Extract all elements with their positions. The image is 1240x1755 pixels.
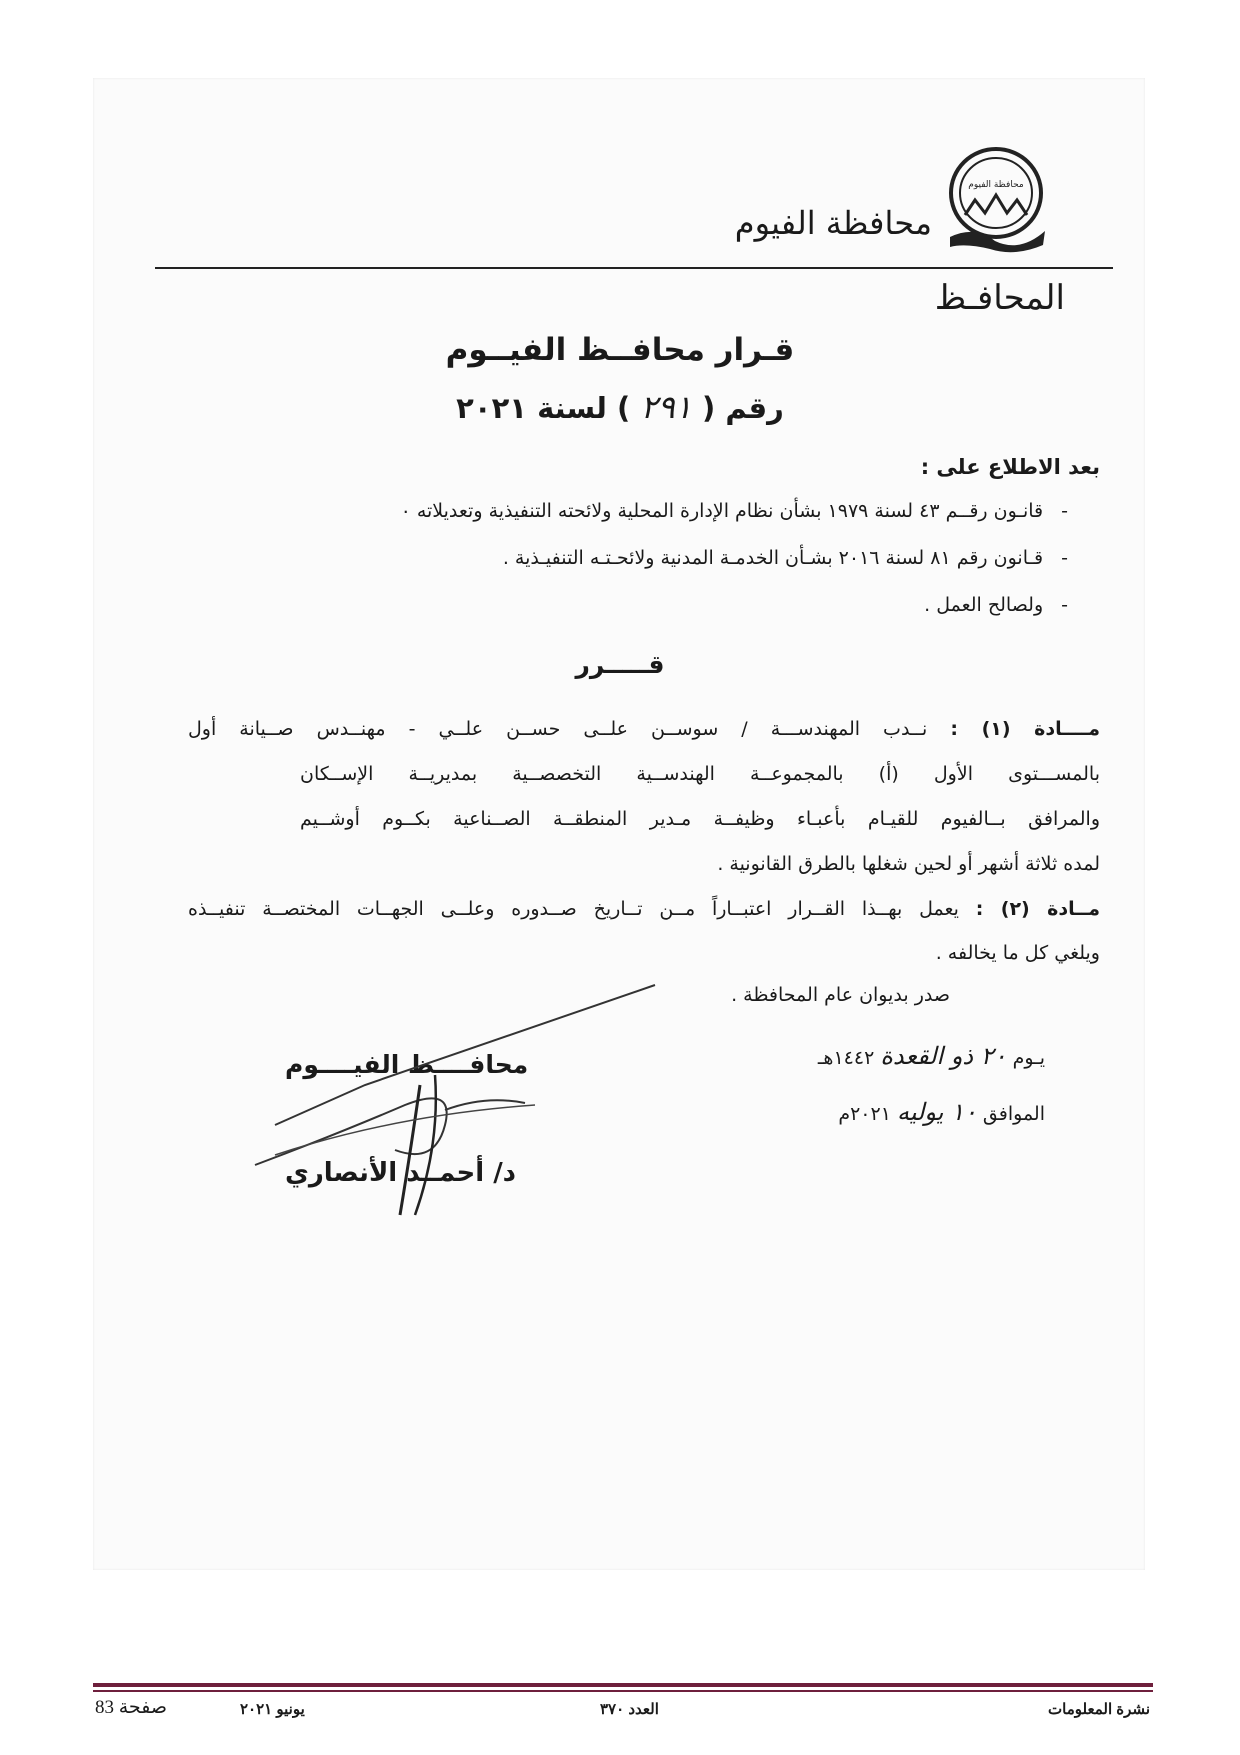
signature-title: محافــــظ الفيــــوم: [285, 1050, 529, 1079]
preamble-item: -قـانون رقم ٨١ لسنة ٢٠١٦ بشـأن الخدمـة المدنية ولائحـتـه التنفيـذية .: [502, 547, 1068, 569]
article-text: يعمل بهــذا القــرار اعتبــاراً مــن تــاريخ صــدوره وعلــى الجهــات المختصــة تنفيــذه: [188, 898, 959, 920]
article-1-line: [188, 718, 1100, 740]
decree-title: قـرار محافــظ الفيــوم: [445, 332, 795, 368]
footer-issue: العدد ٣٧٠: [600, 1701, 659, 1718]
hijri-date: [818, 1042, 1045, 1070]
hijri-year: ١٤٤٢هـ: [817, 1047, 875, 1069]
article-1-line: والمرافق بــالفيوم للقيـام بأعبـاء وظيفــة مـدير المنطقــة الصــناعية بكــوم أوشــيم: [300, 808, 1100, 830]
preamble-heading: بعد الاطلاع على :: [920, 455, 1100, 479]
footer-month: يونيو ٢٠٢١: [240, 1701, 305, 1718]
date-day-prefix: يـوم: [1012, 1047, 1045, 1069]
preamble-item: -ولصالح العمل .: [924, 594, 1068, 616]
seal-lettering: محافظة الفيوم: [968, 180, 1024, 190]
gregorian-year: ٢٠٢١م: [838, 1103, 891, 1125]
header-rule: [155, 267, 1113, 269]
governorate-seal: [945, 145, 1047, 255]
date-corresponding-prefix: الموافق: [982, 1103, 1045, 1125]
article-text: نــدب المهندســـة / سوســن علــى حســن علــي - مهنــدس صــيانة أول: [188, 718, 928, 740]
gregorian-date: [838, 1098, 1045, 1126]
issued-at: صدر بديوان عام المحافظة .: [731, 984, 950, 1006]
footer-publication: نشرة المعلومات: [1048, 1701, 1150, 1718]
article-1-line: لمده ثلاثة أشهر أو لحين شغلها بالطرق القانونية .: [717, 853, 1100, 875]
preamble-item: -قانـون رقــم ٤٣ لسنة ١٩٧٩ بشأن نظام الإدارة المحلية ولائحته التنفيذية وتعديلاته ٠: [400, 500, 1068, 522]
article-2-line: ويلغي كل ما يخالفه .: [935, 942, 1100, 964]
hijri-handwritten: ٢٠ ذو القعدة: [880, 1042, 1007, 1070]
footer-rule: [93, 1683, 1153, 1687]
decree-number-prefix: رقم (: [702, 391, 784, 425]
office-title: المحافـظ: [934, 278, 1065, 318]
article-1-line: بالمســـتوى الأول (أ) بالمجموعــة الهندســية التخصصــية بمديريــة الإســكان: [300, 763, 1100, 785]
footer-page-number: صفحة 83: [95, 1697, 167, 1718]
decree-number: [0, 388, 1240, 426]
decree-number-handwritten: ٢٩١: [640, 388, 692, 426]
preamble-item-text: قـانون رقم ٨١ لسنة ٢٠١٦ بشـأن الخدمـة المدنية ولائحـتـه التنفيـذية .: [502, 547, 1044, 569]
article-1-label: مــــادة (١) :: [950, 718, 1101, 740]
signatory-name: د/ أحمــد الأنصاري: [285, 1158, 517, 1188]
footer-rule-thin: [93, 1690, 1153, 1692]
decided-heading: قـــــرر: [575, 650, 665, 679]
gregorian-handwritten: ١٠ يوليه: [896, 1098, 977, 1126]
governorate-name: محافظة الفيوم: [734, 204, 932, 242]
article-2-label: مــادة (٢) :: [975, 898, 1100, 920]
preamble-item-text: قانـون رقــم ٤٣ لسنة ١٩٧٩ بشأن نظام الإدارة المحلية ولائحته التنفيذية وتعديلاته ٠: [400, 500, 1044, 522]
decree-number-suffix: ) لسنة ٢٠٢١: [456, 391, 631, 425]
preamble-item-text: ولصالح العمل .: [924, 594, 1044, 616]
article-2-line: [188, 898, 1100, 920]
